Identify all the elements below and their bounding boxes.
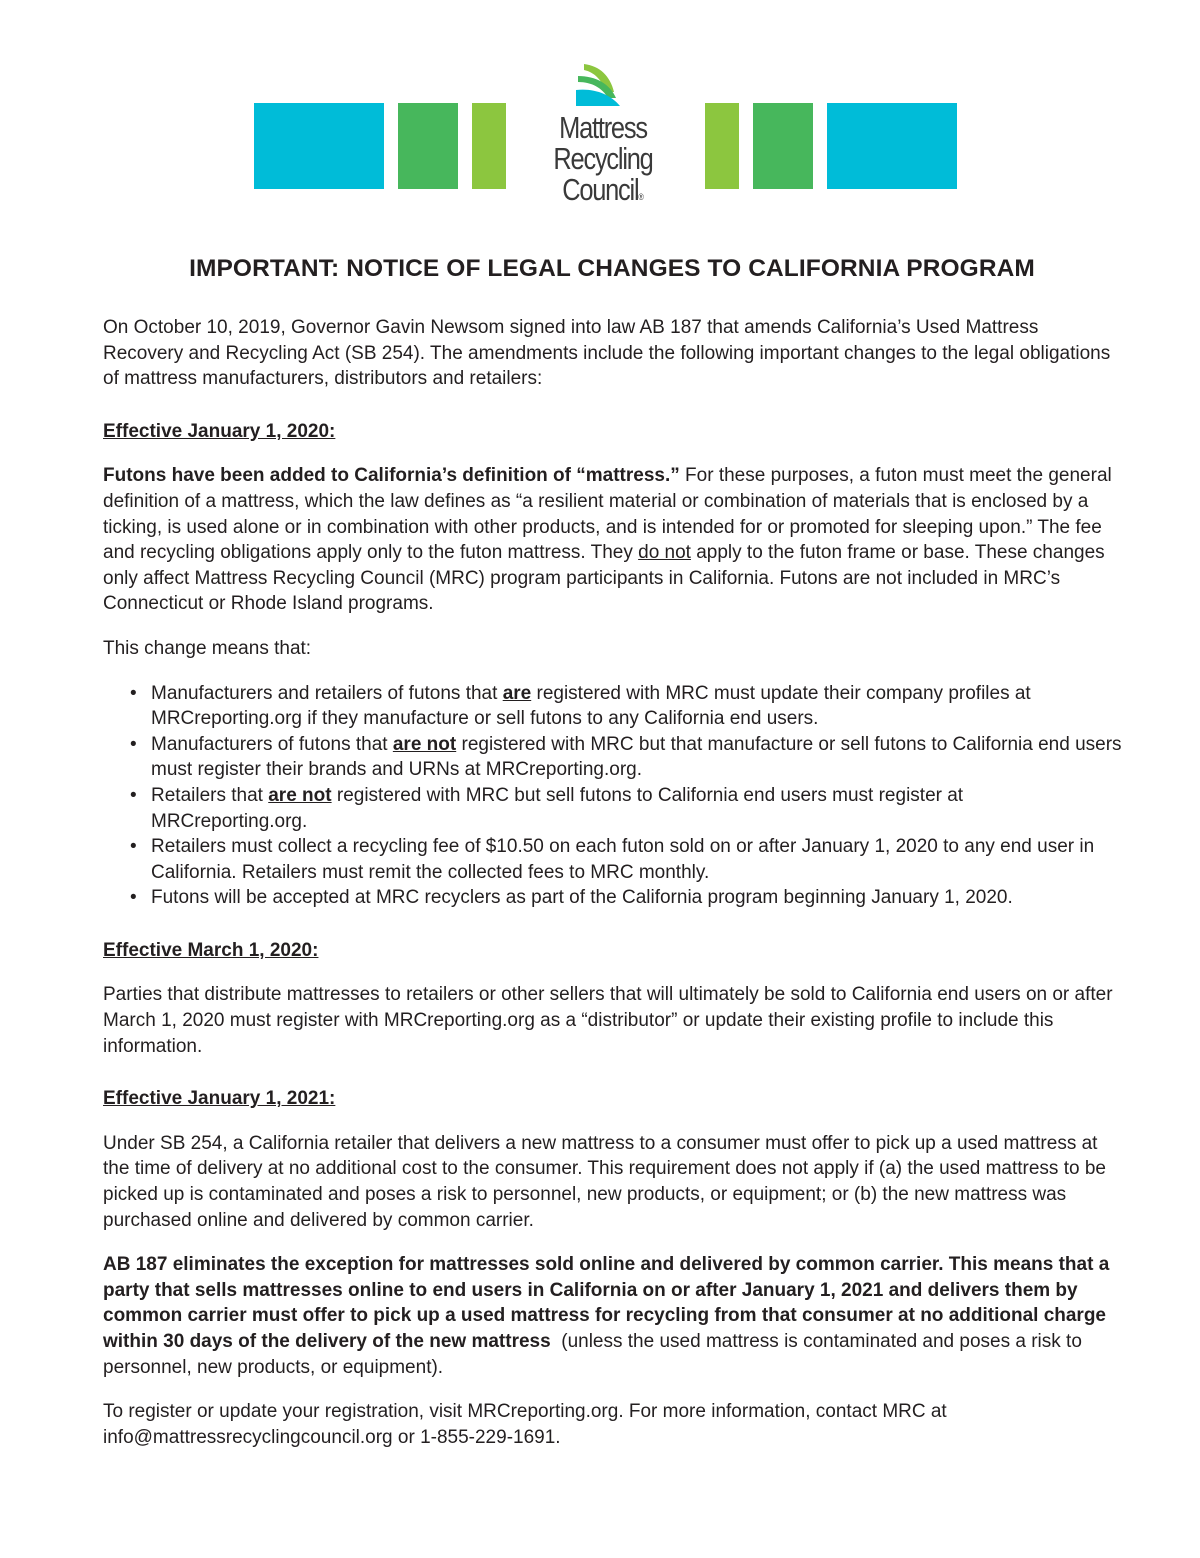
contact-paragraph: To register or update your registration, visit MRCreporting.org. For more information, contact MRC at info@mattressrecyclingcouncil.org or 1-855-229-1691. [103, 1401, 947, 1448]
intro-paragraph: On October 10, 2019, Governor Gavin Newsom signed into law AB 187 that amends California’s Used Mattress Recovery and Recycling Act (SB 254). The amendments include the following important changes to the legal obligations of mattress manufacturers, distributors and retailers: [103, 317, 1111, 390]
logo-line-2: Recycling [553, 141, 653, 176]
ab187-paragraph [103, 1252, 1123, 1380]
banner-block-cyan-right [827, 103, 957, 189]
do-not-emphasis: do not [638, 542, 691, 564]
section-heading-jan-2020: Effective January 1, 2020: [103, 420, 336, 442]
section-heading-jan-2021: Effective January 1, 2021: [103, 1088, 336, 1110]
registered-mark: ® [638, 192, 644, 202]
change-bullet-list [103, 681, 1123, 911]
logo-line-1: Mattress [559, 110, 647, 145]
futon-definition-lead: Futons have been added to California’s definition of “mattress.” [103, 465, 680, 487]
header-banner [0, 0, 1200, 230]
section-heading-mar-2020: Effective March 1, 2020: [103, 939, 319, 961]
list-item: • Manufacturers of futons that are not registered with MRC but that manufacture or sell futons to California end users must register their brands and URNs at MRCreporting.org. [103, 732, 1123, 783]
ab187-tail-text: (unless the used mattress is contaminated and poses a risk to personnel, new products, or equipment). [103, 1331, 1088, 1378]
sb254-paragraph: Under SB 254, a California retailer that delivers a new mattress to a consumer must offer to pick up a used mattress at the time of delivery at no additional cost to the consumer. This requirement does not apply if (a) the used mattress to be picked up is contaminated and poses a risk to personnel, new products, or equipment; or (b) the new mattress was purchased online and delivered by common carrier. [103, 1132, 1106, 1231]
futon-definition-tail: apply to the futon frame or base. These changes only affect Mattress Recycling Council (MRC) program participants in California. Futons are not included in MRC’s Connecticut or Rhode Island programs. [103, 542, 1105, 615]
list-item: • Retailers that are not registered with MRC but sell futons to California end users must register at MRCreporting.org. [103, 783, 1123, 834]
futon-definition-text: For these purposes, a futon must meet the general definition of a mattress, which the law defines as “a resilient material or combination of materials that is enclosed by a ticking, is used alone or in combination with other products, and is intended for or promoted for sleeping upon.” The fee and recycling obligations apply only to the futon mattress. They [103, 465, 1112, 564]
banner-block-green-left [398, 103, 458, 189]
list-item: • Futons will be accepted at MRC recyclers as part of the California program beginning January 1, 2020. [103, 885, 1123, 911]
list-item: • Retailers must collect a recycling fee of $10.50 on each futon sold on or after January 1, 2020 to any end user in California. Retailers must remit the collected fees to MRC monthly. [103, 834, 1123, 885]
list-item: • Manufacturers and retailers of futons that are registered with MRC must update their company profiles at MRCreporting.org if they manufacture or sell futons to any California end users. [103, 681, 1123, 732]
banner-block-lime-left [472, 103, 506, 189]
logo-swoosh-icon [576, 62, 636, 108]
banner-block-cyan-left [254, 103, 384, 189]
ab187-bold-text: AB 187 eliminates the exception for mattresses sold online and delivered by common carrier. This means that a party that sells mattresses online to end users in California on or after January 1, 2021 and delivers them by common carrier must offer to pick up a used mattress for recycling from that consumer at no additional charge within 30 days of the delivery of the new mattress [103, 1254, 1110, 1352]
page-title: IMPORTANT: NOTICE OF LEGAL CHANGES TO CALIFORNIA PROGRAM [189, 255, 1035, 282]
banner-block-lime-right [705, 103, 739, 189]
banner-block-green-right [753, 103, 813, 189]
logo-line-3: Council® [562, 172, 644, 207]
distributor-paragraph: Parties that distribute mattresses to retailers or other sellers that will ultimately be sold to California end users on or after March 1, 2020 must register with MRCreporting.org as a “distributor” or update their existing profile to include this information. [103, 984, 1113, 1057]
logo-wordmark [550, 112, 657, 213]
change-means-lead: This change means that: [103, 637, 312, 659]
notice-body [103, 252, 1123, 1450]
futon-definition-paragraph [103, 463, 1123, 617]
